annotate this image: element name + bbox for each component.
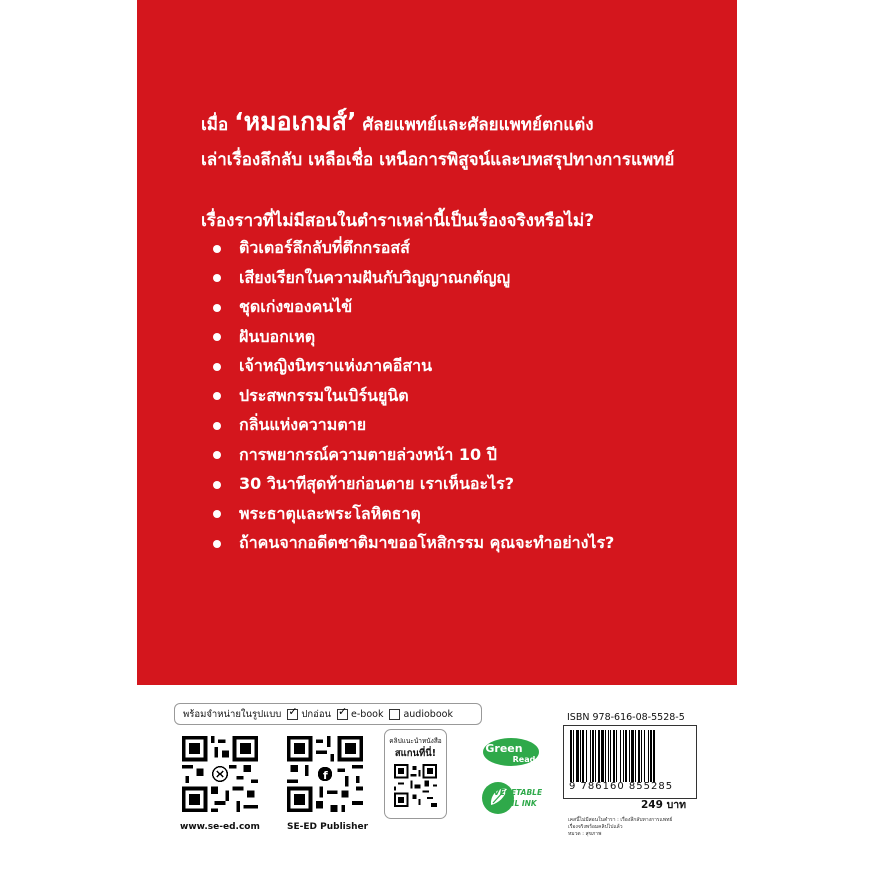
story-list [213, 234, 614, 559]
format-audiobook [389, 709, 452, 720]
barcode-bar [629, 730, 630, 782]
list-item-text: ชุดเก่งของคนไข้ [239, 297, 353, 317]
format-paperback-label: ปกอ่อน [301, 708, 332, 720]
barcode-bar [608, 730, 609, 782]
list-item-text: ฝันบอกเหตุ [239, 326, 316, 346]
format-availability [174, 703, 482, 725]
barcode-bar [623, 730, 624, 782]
list-item [213, 382, 614, 412]
list-item-text: การพยากรณ์ความตายล่วงหน้า 10 ปี [239, 444, 497, 464]
intro-suffix: ศัลยแพทย์และศัลยแพทย์ตกแต่ง [356, 115, 594, 135]
bullet-icon [213, 274, 221, 282]
barcode-bar [638, 730, 640, 782]
catalog-note: เรื่องจริงพร้อมคลิปไปแล้ว [568, 824, 623, 830]
list-item-text: เสียงเรียกในความฝันกับวิญญาณกตัญญู [239, 267, 511, 287]
format-audiobook-label: audiobook [403, 708, 453, 720]
green-read-top: Green [485, 742, 523, 755]
vegetable-oil-ink-icon [480, 778, 542, 818]
list-item-text: เจ้าหญิงนิทราแห่งภาคอีสาน [239, 356, 433, 376]
barcode-bar [631, 730, 634, 782]
checkbox-icon [337, 709, 348, 720]
barcode-bar [595, 730, 596, 782]
bullet-icon [213, 451, 221, 459]
barcode-bar [586, 730, 587, 782]
barcode-bar [605, 730, 606, 782]
list-item-text: ประสพกรรมในเบิร์นยูนิต [239, 385, 409, 405]
barcode-bar [625, 730, 627, 782]
barcode-bar [648, 730, 649, 782]
bullet-icon [213, 540, 221, 548]
website-qr-code[interactable] [182, 736, 258, 812]
list-item-text: 30 วินาทีสุดท้ายก่อนตาย เราเห็นอะไร? [239, 474, 515, 494]
barcode-bar [573, 730, 574, 782]
red-panel [137, 0, 737, 685]
facebook-qr-code[interactable] [287, 736, 363, 812]
barcode-bar [644, 730, 645, 782]
list-item [213, 411, 614, 441]
list-item [213, 323, 614, 353]
intro-line-2: เล่าเรื่องลึกลับ เหลือเชื่อ เหนือการพิสูจน์และบทสรุปทางการแพทย์ [201, 150, 675, 170]
barcode-bar [635, 730, 636, 782]
barcode-bar [610, 730, 611, 782]
green-read-bottom: Read [512, 755, 536, 764]
format-paperback [287, 707, 331, 722]
publisher-info-strip [137, 685, 737, 875]
barcode-bar [650, 730, 652, 782]
barcode-bar [613, 730, 615, 782]
scan-cta: สแกนที่นี่! [394, 748, 437, 759]
barcode-bar [576, 730, 579, 782]
barcode-bar [582, 730, 584, 782]
video-clip-scan-box[interactable] [384, 729, 447, 819]
list-item [213, 529, 614, 559]
veg-ink-top: VEGETABLE [493, 788, 542, 797]
list-item-text: ถ้าคนจากอดีตชาติมาขออโหสิกรรม คุณจะทำอย่างไร? [239, 533, 615, 553]
isbn-label: ISBN 978-616-08-5528-5 [567, 712, 685, 723]
format-label: พร้อมจำหน่ายในรูปแบบ [183, 708, 282, 720]
list-item [213, 234, 614, 264]
bullet-icon [213, 481, 221, 489]
bullet-icon [213, 333, 221, 341]
format-ebook-label: e-book [351, 708, 384, 720]
website-label: www.se-ed.com [180, 822, 260, 832]
barcode-bar [570, 730, 572, 782]
list-item-text: กลิ่นแห่งความตาย [239, 415, 367, 435]
green-read-logo [480, 735, 542, 773]
checkbox-icon [389, 709, 400, 720]
vegetable-oil-ink-logo [480, 778, 542, 822]
list-item [213, 470, 614, 500]
format-ebook [337, 709, 383, 720]
intro-line-1 [201, 104, 674, 143]
author-nickname: ‘หมอเกมส์’ [234, 107, 357, 136]
intro-text [201, 104, 674, 178]
list-item [213, 352, 614, 382]
list-item [213, 264, 614, 294]
catalog-note: หมวด : สุขภาพ [568, 831, 602, 837]
bullet-icon [213, 510, 221, 518]
barcode-bar [590, 730, 591, 782]
catalog-note: เคสนี้ไม่มีสอนในตำรา : เรื่องลึกลับทางการแพทย์ [568, 817, 673, 823]
list-item-text: พระธาตุและพระโลหิตธาตุ [239, 503, 421, 523]
list-item-text: ติวเตอร์ลึกลับที่ตึกกรอสส์ [239, 238, 410, 258]
qr-code-icon [394, 764, 437, 807]
intro-prefix: เมื่อ [201, 115, 235, 135]
catalog-notes [568, 817, 672, 838]
facebook-label: SE-ED Publisher [287, 822, 369, 832]
bullet-icon [213, 304, 221, 312]
bullet-icon [213, 363, 221, 371]
veg-ink-bottom: OIL INK [505, 799, 537, 808]
svg-text:f: f [323, 769, 328, 783]
book-back-cover [137, 0, 737, 875]
barcode-digits: 9 786160 855285 [569, 781, 674, 792]
barcode-icon [570, 730, 690, 782]
list-item [213, 293, 614, 323]
barcode-bar [620, 730, 621, 782]
list-item [213, 500, 614, 530]
bullet-icon [213, 392, 221, 400]
checkbox-icon [287, 709, 298, 720]
barcode-bar [580, 730, 581, 782]
question-heading: เรื่องราวที่ไม่มีสอนในตำราเหล่านี้เป็นเรื่องจริงหรือไม่? [201, 211, 595, 231]
price: 249 บาท [641, 799, 687, 811]
bullet-icon [213, 422, 221, 430]
list-item [213, 441, 614, 471]
barcode-bar [616, 730, 617, 782]
barcode-bar [601, 730, 604, 782]
barcode-bar [592, 730, 594, 782]
barcode-bar [653, 730, 655, 782]
qr-code-icon [287, 736, 363, 812]
green-read-icon [480, 735, 542, 769]
barcode-bar [641, 730, 642, 782]
barcode-bar [598, 730, 600, 782]
scan-hint: คลิปแนะนำหนังสือ [389, 737, 442, 745]
bullet-icon [213, 245, 221, 253]
qr-code-icon [182, 736, 258, 812]
